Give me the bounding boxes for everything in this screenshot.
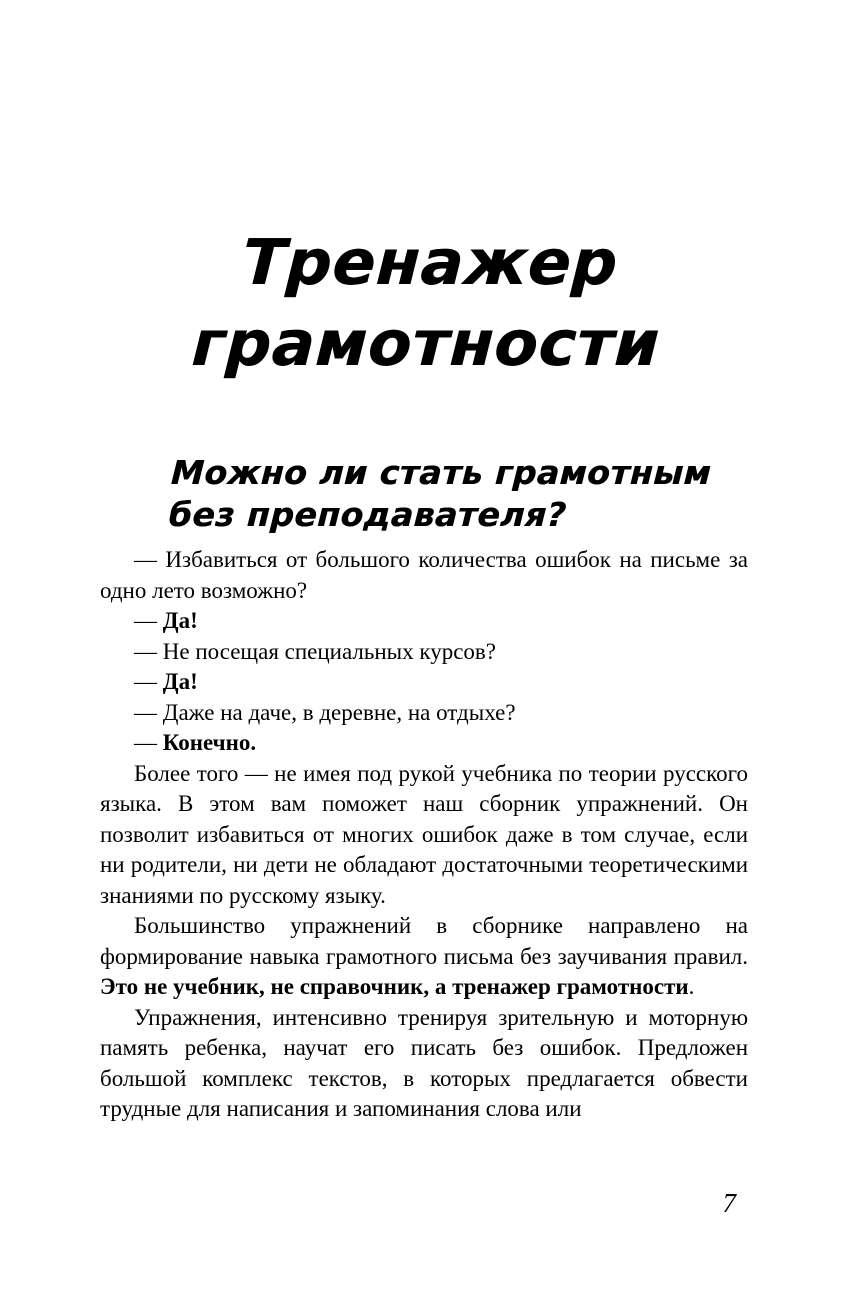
section-heading-line-2: без преподавателя? (167, 495, 568, 534)
page-number: 7 (722, 1188, 736, 1218)
paragraph (100, 637, 748, 668)
paragraph (100, 911, 748, 1003)
text-segment: — Даже на даче, в деревне, на отдыхе? (134, 699, 516, 725)
text-segment: . (688, 974, 695, 999)
section-heading (168, 452, 712, 536)
text-segment-bold: Да! (162, 608, 198, 633)
text-segment: Упражнения, интенсивно тренируя зрительную и моторную память ребенка, научат его писать без ошибок. Предложен большой комплекс текстов, в которых предлагается обвести трудные для написания и запоминания слова или (100, 1004, 748, 1121)
paragraph (100, 545, 748, 606)
text-segment-bold: Конечно. (162, 730, 257, 755)
text-segment: — (134, 669, 163, 694)
paragraph (100, 698, 748, 729)
paragraph (100, 1003, 748, 1125)
page-title-line-1: Тренажер (240, 226, 620, 299)
text-segment: Более того — не имея под рукой учебника по теории русского языка. В этом вам поможет наш сборник упражнений. Он позволит избавиться от многих ошибок даже в том случае, если ни родители, ни дети не обладают достаточными теоретическими знаниями по русскому языку. (100, 760, 748, 908)
text-segment-bold: Да! (162, 669, 198, 694)
text-segment: — (134, 608, 163, 633)
paragraph (100, 759, 748, 912)
page-title (0, 222, 856, 384)
paragraph (100, 606, 748, 637)
page-title-line-2: грамотности (190, 307, 662, 380)
paragraph (100, 728, 748, 759)
text-segment: — Избавиться от большого количества ошибок на письме за одно лето возможно? (100, 547, 748, 603)
text-segment: Большинство упражнений в сборнике направлено на формирование навыка грамотного письма без заучивания правил. (100, 913, 748, 969)
text-segment: — Не посещая специальных курсов? (134, 638, 497, 664)
body-text (100, 545, 748, 1125)
text-segment-bold: Это не учебник, не справочник, а тренажер грамотности (100, 974, 689, 999)
section-heading-line-1: Можно ли стать грамотным (170, 453, 713, 492)
text-segment: — (134, 730, 163, 755)
paragraph (100, 667, 748, 698)
